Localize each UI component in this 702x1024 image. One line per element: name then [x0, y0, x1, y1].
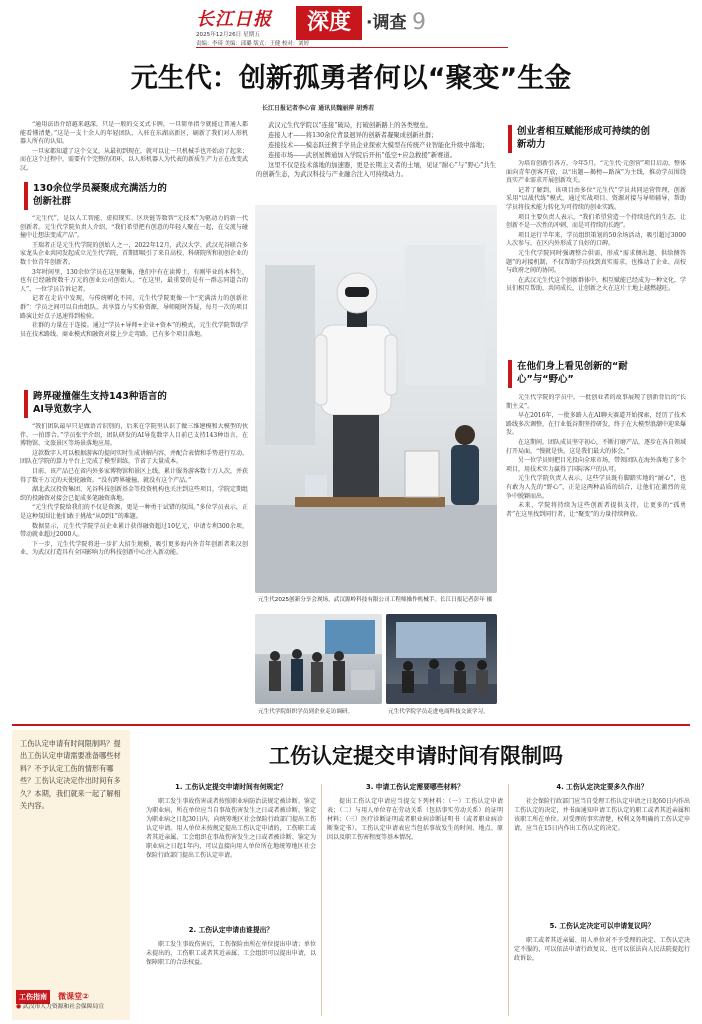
answer-2 [146, 940, 316, 968]
heading-accent-bar [24, 182, 28, 210]
body-paragraph: 为培育创新引各方，今年5月，“元生代·元创营”项目启动，整体面向青年创客开放，以“出题—揭榜—路演”为主线，推动学员围绕真实产业需求开展创新攻关。 [506, 160, 686, 185]
masthead [0, 0, 702, 50]
robot-photo [255, 205, 497, 593]
byline: 长江日报记者李心宙 通讯员魏丽萍 胡秀若 [262, 105, 375, 112]
body-paragraph: 数据显示，元生代学院学员企业累计获得融资超过10亿元，申请专利300余项，带动就业超过2000人。 [20, 522, 248, 539]
body-paragraph: 连接技术——模态跃迁携手学员企业探索大模型在传统产业智能化升级中落地； [268, 142, 489, 149]
body-paragraph: 社群的力量在于连接。通过“学员+导师+企业+资本”的模式，元生代学院帮助学员在技术路线、商业模式和融资对接上少走弯路，已有多个项目落地。 [20, 322, 248, 338]
question-5: 5. 工伤认定决定可以申请复议吗？ [549, 922, 655, 930]
body-paragraph: 记者了解到，该项目由多位“元生代”学员共同运营管理，创新采用“以战代练”模式，通过实战项目、资源对接与导师辅导，帮助学员将技术能力转化为可持续的创业实践。 [506, 186, 686, 211]
body-paragraph: 早在2016年，一批多路人在AI聊天赛道开始探索，经历了技术路线多次调整，在行业低谷期坚持研发，终于在大模型浪潮中迎来爆发。 [506, 412, 686, 437]
lead-text [20, 121, 248, 177]
lead-paragraph: 一旦家都知道了这个交叉，从最初到现在，就可以让一只机械手也开始动了起来；而在这个过程中，需要有个完整的闭环，以人形机器人为代表的新质生产力正在改变武汉。 [20, 147, 248, 172]
answer-5 [514, 936, 690, 964]
column-rule [508, 784, 509, 1016]
section-2-body [20, 423, 248, 715]
section-divider [12, 724, 690, 726]
question-4: 4. 工伤认定决定要多久作出？ [556, 783, 648, 791]
photo-caption: 元生代2025创新分享会现场，武汉源岭科技有限公司工程师操作机械手。长江日报记者彭年 摄 [258, 597, 493, 603]
body-paragraph: 目前，该产品已在省内外多家博物馆和景区上线，累计服务游客数十万人次，并获得了数千万元的天使轮融资。“没有跨界碰撞，就没有这个产品。” [20, 467, 248, 484]
bottom-headline: 工伤认定提交申请时间有限制吗 [269, 744, 563, 768]
answer-4 [514, 797, 690, 915]
exchange-photo [386, 614, 497, 704]
answer-paragraph: 社会保险行政部门应当自受理工伤认定申请之日起60日内作出工伤认定的决定，并书面通知申请工伤认定的职工或者其近亲属和该职工所在单位。对受理的事实清楚、权利义务明确的工伤认定申请，应当在15日内作出工伤认定的决定。 [514, 798, 690, 832]
body-paragraph: 这款数字人可以根据游客的提问实时生成讲解内容，并配合表情和手势进行互动。团队在学院的算力平台上完成了模型训练，节省了大量成本。 [20, 449, 248, 466]
visit-illustration [255, 614, 382, 704]
column-rule [321, 784, 322, 1016]
visit-photo [255, 614, 382, 704]
middle-intro [256, 121, 496, 201]
page-number: 9 [412, 10, 426, 35]
section-4-body [506, 394, 686, 716]
section-heading-4: 在他们身上看见创新的“耐心”与“野心” [517, 361, 628, 385]
editor-credits: 责编：李琦 美编：邱璐 版式：王健 校对：刘婷 [196, 41, 309, 47]
issue-date: 2025年12月26日 星期五 [196, 32, 260, 38]
section-badge [296, 6, 362, 40]
column-source [16, 1002, 130, 1012]
answer-3 [327, 797, 503, 843]
newspaper-logo: 长江日报 [196, 9, 272, 30]
section-heading-2: 跨界碰撞催生支持143种语言的AI导览数字人 [33, 391, 167, 415]
body-paragraph: 在这期间，团队成员坚守初心，不断打磨产品，逐步在各自领域打开局面，“慢就是快，这是我们最大的体会。” [506, 438, 686, 455]
body-paragraph: “元生代”，是以人工智能、虚拟现实、区块链等数智“元技术”为驱动力的新一代创新者。元生代学院负责人介绍，“我们希望把有创意的年轻人聚在一起，在交流与碰撞中让想法变成产品”。 [20, 215, 248, 240]
qa-column-2 [327, 782, 503, 1018]
body-paragraph: 项目运行半年来，学员组织策划的50余场活动，吸引超过3000人次参与，在区内外形成了良好的口碑。 [506, 231, 686, 248]
body-paragraph: 连接人才——将130余位背景迥异的创新者凝聚成创新社群； [268, 132, 438, 139]
bullet-icon: ● [16, 1004, 22, 1010]
question-2: 2. 工伤认定申请由谁提出？ [188, 926, 274, 934]
column-tag [16, 984, 126, 1000]
column-label: 工伤指南 [16, 990, 50, 1004]
subsection-title: ·调查 [366, 13, 407, 33]
section-heading-1: 130余位学员凝聚成充满活力的创新社群 [33, 183, 167, 207]
body-paragraph: 下一步，元生代学院将进一步扩大招生规模，吸引更多海内外青年创新者来汉创业，为武汉打造具有全国影响力的科技创新中心注入新动能。 [20, 540, 248, 557]
lead-paragraph: “通用法语介绍越来越深，只是一般的交叉式卡牌，一旦简单指令就能让普通人都能看懂清楚。”这是一支十余人的年轻团队，入驻在东湖高新区，刷新了我们对人形机器人所有的认知。 [20, 121, 248, 146]
main-headline: 元生代：创新孤勇者何以“聚变”生金 [130, 63, 572, 94]
heading-accent-bar [24, 390, 28, 418]
question-1: 1. 工伤认定提交申请时间有何规定？ [175, 783, 287, 791]
masthead-divider [196, 47, 508, 48]
column-name: 微课堂② [58, 992, 89, 1001]
section-title: 深度 [306, 10, 351, 35]
body-paragraph: 元生代学院负责人表示，这些学员既有脚踏实地的“耐心”，也有敢为人先的“野心”，正是这两种品质的结合，让他们在激烈的竞争中脱颖而出。 [506, 475, 686, 500]
body-paragraph: 武汉元生代学院以“连接”破局，打破创新路上的各类壁垒。 [268, 122, 432, 129]
body-paragraph: “元生代学院给我们的不仅是资源，更是一种勇于试错的氛围。”多位学员表示，正是这种氛围让他们敢于挑战“从0到1”的难题。 [20, 504, 248, 520]
body-paragraph: 元生代学院同时强调整合供需，形成“需求侧出题、供给侧答题”的对接机制，不仅帮助学员找到真实需求，也推动了企业、高校与政府之间的协同。 [506, 249, 686, 275]
body-paragraph: 3年时间里，130余位学员在这里聚集，他们中有在读博士、有刚毕业的本科生，也有已经融资数千万元的创业公司创始人。“在这里，最重要的是有一群志同道合的人”，一位学员告诉记者。 [20, 268, 248, 293]
qa-column-3 [514, 782, 690, 1018]
answer-paragraph: 职工发生事故伤害或者按照职业病防治法规定被诊断、鉴定为职业病，所在单位应当自事故伤害发生之日或者被诊断、鉴定为职业病之日起30日内，向统筹地区社会保险行政部门提出工伤认定申请。用人单位未按规定提出工伤认定申请的，工伤职工或者其近亲属、工会组织在事故伤害发生之日或者被诊断、鉴定为职业病之日起1年内，可以直接向用人单位所在地统筹地区社会保险行政部门提出工伤认定申请。 [146, 798, 316, 859]
body-paragraph: 湖北武汉投资集团、光谷科技创新基金等投资机构也关注到这些项目，学院定期组织的投融资对接会已促成多笔融资落地。 [20, 486, 248, 502]
body-paragraph: 连接市场——武创星牌通加入学院后开拓“低空+应急救援”新赛道。 [268, 152, 457, 159]
section-heading-3: 创业者相互赋能形成可持续的创新动力 [517, 126, 651, 150]
body-paragraph: 未来，学院将持续为这些创新者提供支持，让更多的“孤勇者”在这里找到同行者，让“聚变”的力量持续释放。 [506, 502, 686, 518]
answer-paragraph: 职工发生事故伤害后，工伤保险由所在单位提出申请；单位未提出的，工伤职工或者其近亲属、工会组织可以提出申请，以保障职工的合法权益。 [146, 941, 316, 966]
question-3: 3. 申请工伤认定需要哪些材料？ [365, 783, 465, 791]
section-3-body [506, 160, 686, 350]
sidebar-intro: 工伤认定申请有时间限制吗？提出工伤认定申请需要准备哪些材料？不予认定工伤的情形有哪些？工伤认定决定作出时间有多久？本期，我们就来一起了解相关内容。 [20, 739, 121, 811]
heading-accent-bar [508, 125, 512, 153]
section-1-body [20, 215, 248, 373]
source-text: 武汉市人力资源和社会保障局宣 [22, 1004, 105, 1010]
exchange-illustration [386, 614, 497, 704]
heading-accent-bar [508, 360, 512, 388]
body-paragraph: 王瑞者正是元生代学院的创始人之一，2022年12月，武汉大学、武汉光谷联合多家龙头企业共同发起成立元生代学院，首期即吸引了来自高校、科研院所和初创企业的数十位青年创新者。 [20, 241, 248, 266]
body-paragraph: 另一位学员则把目光投向全球市场，带领团队在海外落地了多个项目，用技术实力赢得了国际客户的认可。 [506, 457, 686, 473]
body-paragraph: 记者在走访中发现，与传统孵化不同，元生代学院更像一个“充满活力的创新社群”：学员之间可以自由组队，共享算力与实验资源，导师随时答疑，每月一次的项目路演让好点子迅速得到检验。 [20, 295, 248, 320]
answer-paragraph: 提出工伤认定申请应当提交下列材料：（一）工伤认定申请表；（二）与用人单位存在劳动关系（包括事实劳动关系）的证明材料；（三）医疗诊断证明或者职业病诊断证明书（或者职业病诊断鉴定书）。工伤认定申请表应当包括事故发生的时间、地点、原因以及职工伤害程度等基本情况。 [327, 798, 503, 841]
body-paragraph: 在武汉元生代这个创新群体中，相互赋能已经成为一种文化，学员们相互帮助，共同成长，让创新之火在这片土地上越燃越旺。 [506, 276, 686, 293]
body-paragraph: 项目主要负责人表示，“我们希望营造一个持续迭代的生态，让创新不是一次性的冲刺，而是可持续的长跑”。 [506, 213, 686, 230]
body-paragraph: 元生代学院的学员中，一批创业者的故事展现了创新背后的“长期主义”。 [506, 394, 686, 410]
body-paragraph: “我们团队最早只是做语音识别的，后来在学院里认识了做三维建模和大模型的伙伴，一拍即合。”学员张宇介绍，团队研发的AI导览数字人目前已支持143种语言，在博物馆、文旅景区等场景落地应用。 [20, 423, 248, 448]
robot-illustration [255, 205, 497, 593]
answer-paragraph: 职工或者其近亲属、用人单位对不予受理的决定、工伤认定决定不服的，可以依法申请行政复议，也可以依法向人民法院提起行政诉讼。 [514, 937, 690, 962]
qa-column-1 [146, 782, 316, 1018]
body-paragraph: 这里不仅是技术落地的加速器，更是长期主义者的土壤，见证“耐心”与“野心”共生的创新生态，为武汉科技与产业融合注入可持续动力。 [256, 162, 496, 178]
photo-caption: 元生代学院学员走进电商科技交流学习。 [388, 709, 489, 715]
sidebar-box [12, 730, 130, 1020]
photo-caption: 元生代学院组织学员到企业走访调研。 [258, 709, 354, 715]
answer-1 [146, 797, 316, 919]
